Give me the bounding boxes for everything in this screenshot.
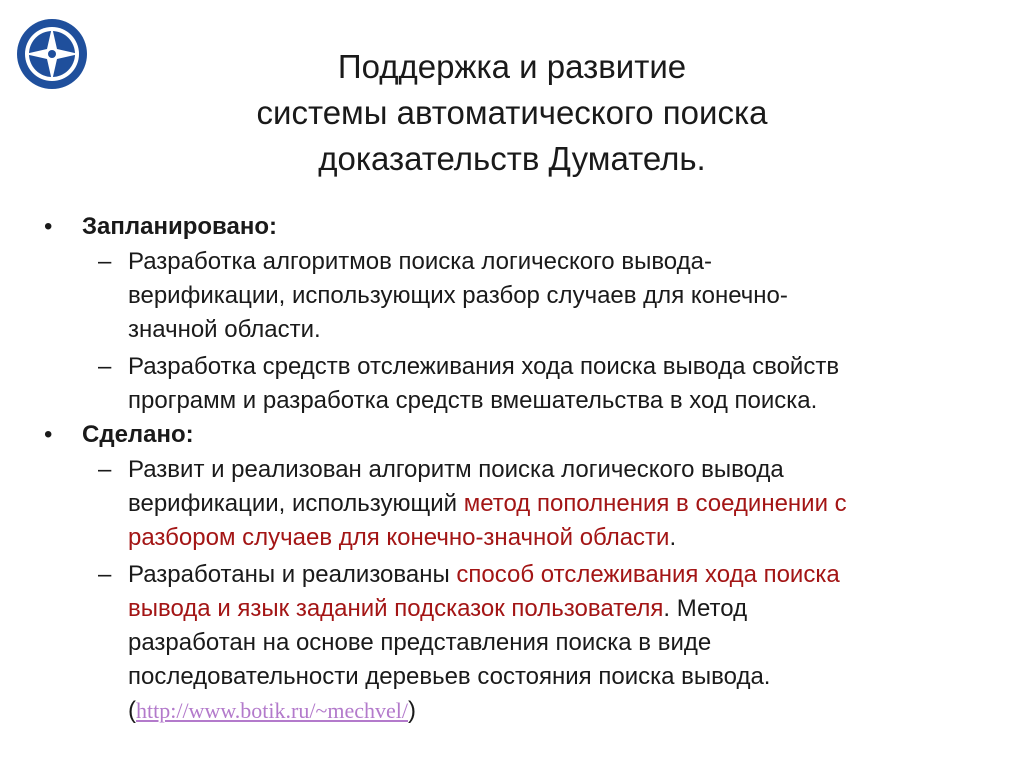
title-line-2: системы автоматического поиска [256,94,768,131]
compass-star-icon [16,18,88,90]
list-item [0,558,1024,728]
list-item [0,453,1024,555]
item-line [128,487,847,521]
title-line-1: Поддержка и развитие [337,48,687,85]
highlighted-text: разбором случаев для конечно-значной области [128,524,670,551]
bullet-icon: • [44,421,53,448]
item-line: программ и разработка средств вмешательства в ход поиска. [128,387,818,414]
homepage-link[interactable]: http://www.botik.ru/~mechvel/ [136,698,408,723]
highlighted-text: способ отслеживания хода поиска [456,561,840,588]
item-line: последовательности деревьев состояния поиска вывода. [128,663,771,690]
item-line: Развит и реализован алгоритм поиска логического вывода [128,456,784,483]
list-item [0,245,1024,347]
plain-text: . [669,524,677,551]
item-line: Разработка средств отслеживания хода поиска вывода свойств [128,353,840,380]
item-line: разработан на основе представления поиска в виде [128,629,712,656]
slide-title [150,44,874,182]
paren-open: ( [128,697,136,724]
dash-icon: – [98,456,112,483]
highlighted-text: вывода и язык заданий подсказок пользователя [128,595,664,622]
item-line [128,521,676,555]
dash-icon: – [98,561,112,588]
item-line [128,694,416,728]
plain-text: верификации, использующий [128,490,464,517]
dash-icon: – [98,248,112,275]
bullet-heading: Запланировано: [82,213,277,240]
item-line: Разработка алгоритмов поиска логического вывода- [128,248,712,275]
item-line [128,558,840,592]
item-line: верификации, использующих разбор случаев для конечно- [128,282,788,309]
bullet-heading: Сделано: [82,421,194,448]
item-line [128,592,747,626]
bullet-done [0,418,1024,452]
item-line: значной области. [128,316,321,343]
bullet-icon: • [44,213,53,240]
bullet-planned [0,210,1024,244]
plain-text: Разработаны и реализованы [128,561,457,588]
paren-close: ) [408,697,416,724]
dash-icon: – [98,353,112,380]
title-line-3: доказательств Думатель. [318,140,706,177]
highlighted-text: метод пополнения в соединении с [463,490,847,517]
plain-text: . Метод [663,595,748,622]
logo [16,18,88,90]
list-item [0,350,1024,418]
